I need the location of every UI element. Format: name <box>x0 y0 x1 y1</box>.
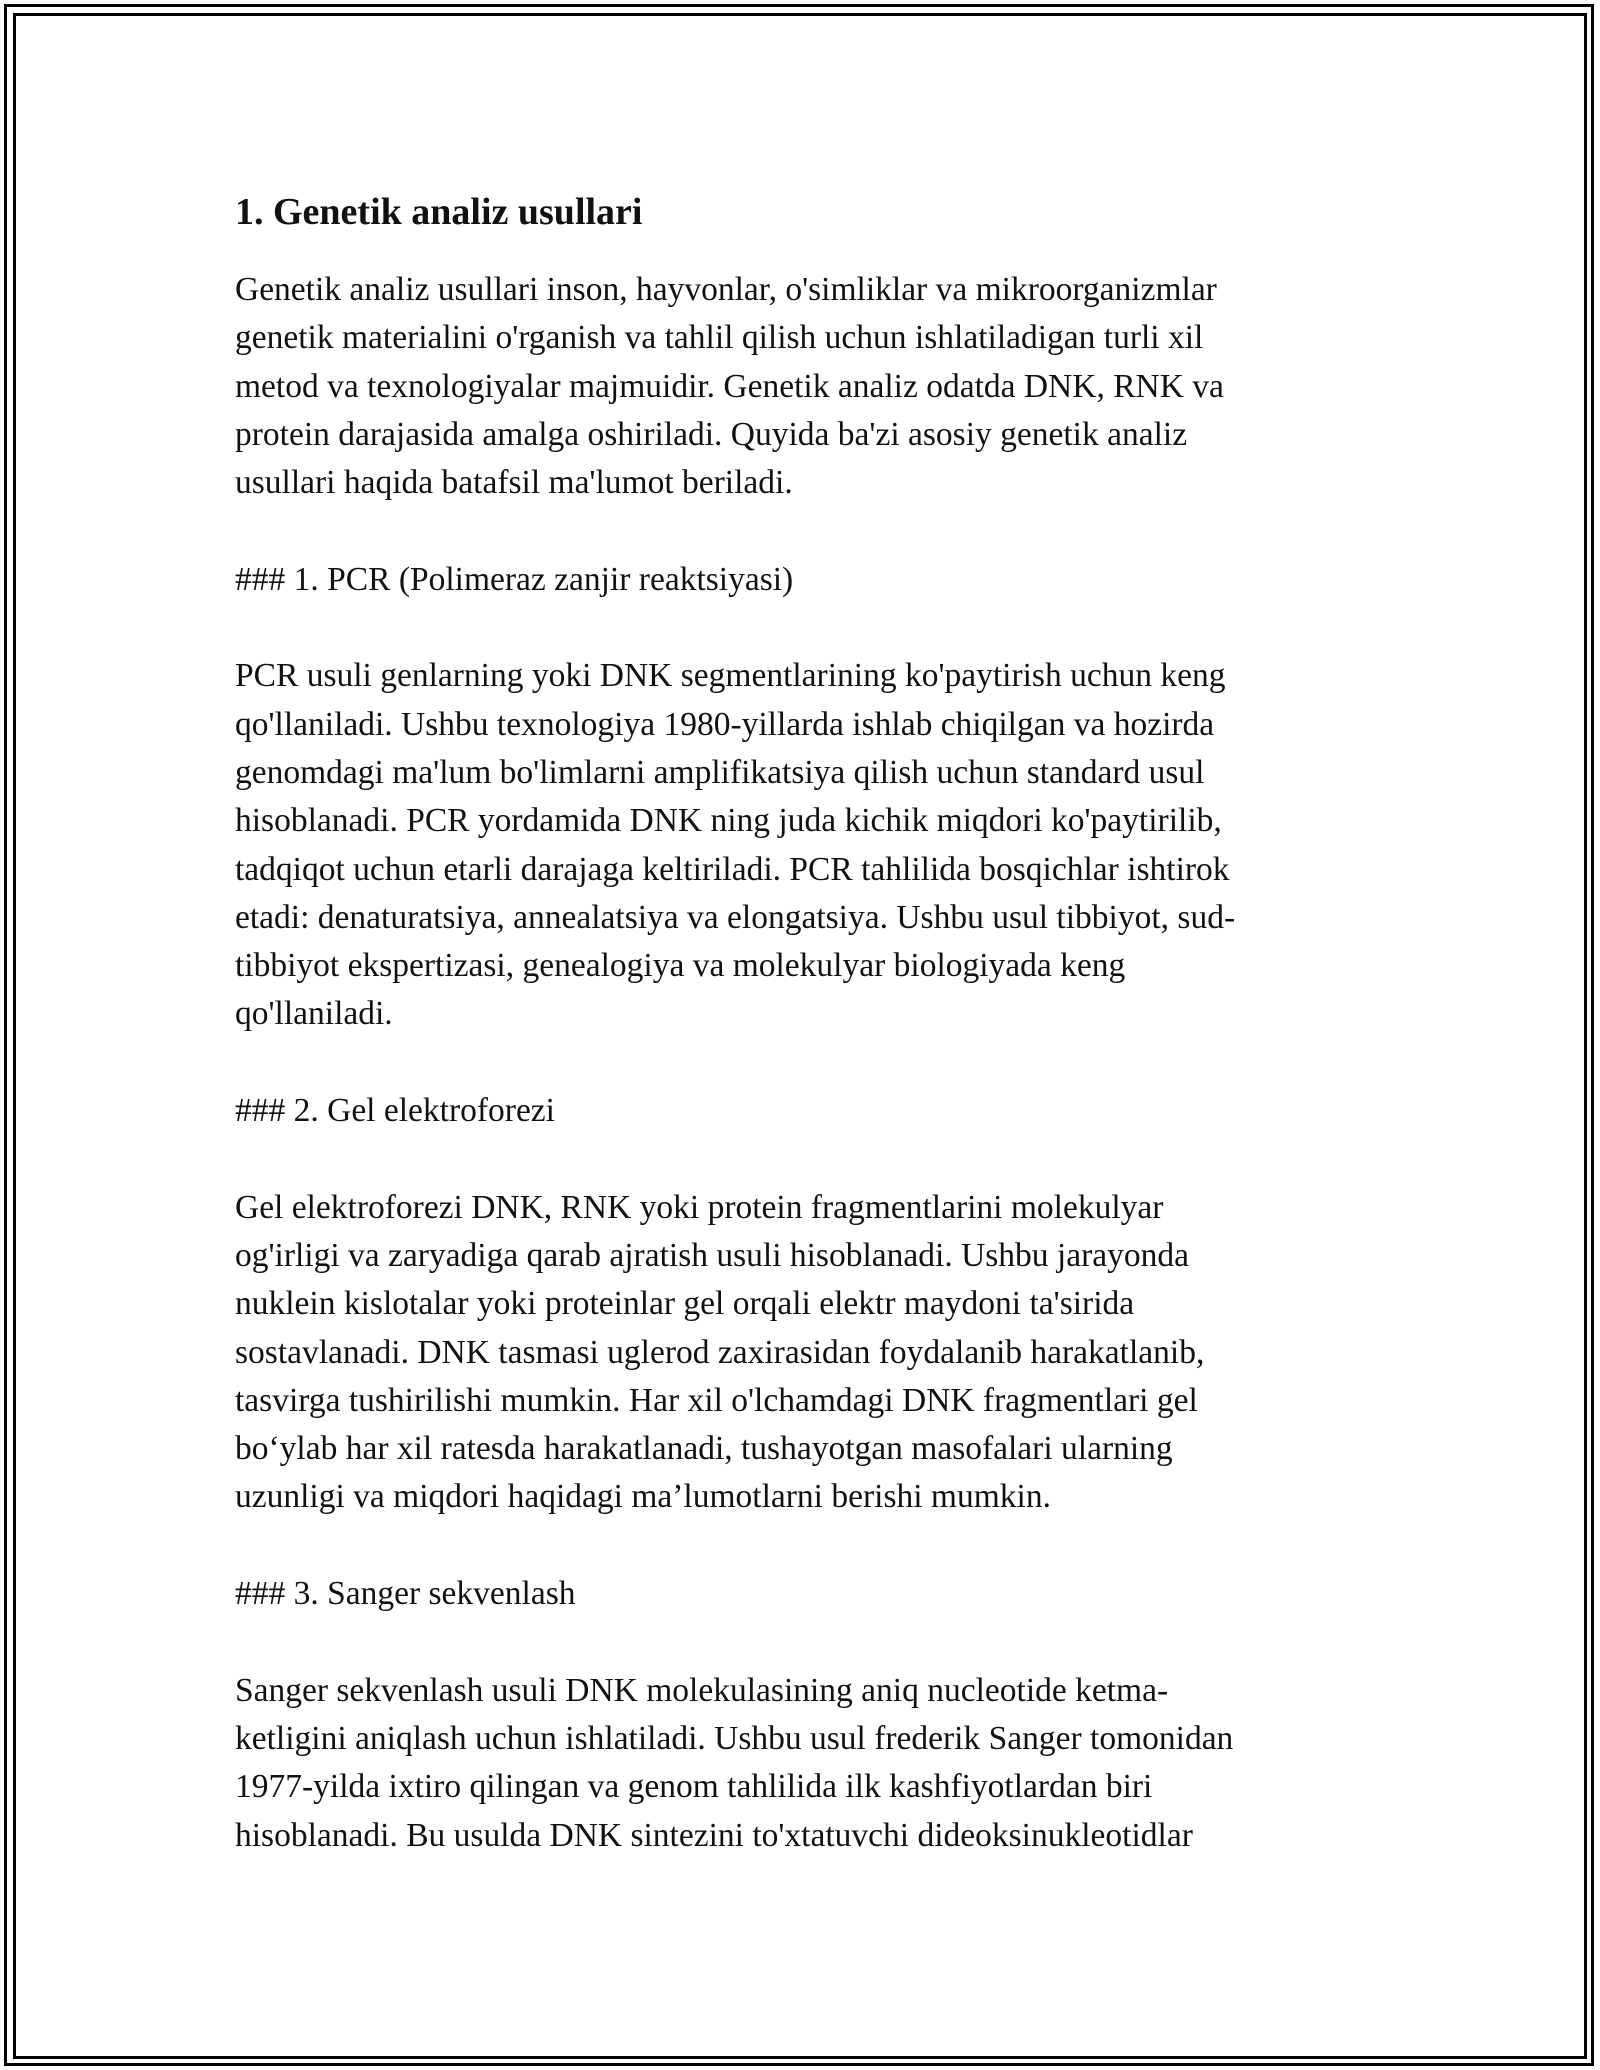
text-line: og'irligi va zaryadiga qarab ajratish usuli hisoblanadi. Ushbu jarayonda <box>235 1236 1189 1274</box>
text-line: ketligini aniqlash uchun ishlatiladi. Ushbu usul frederik Sanger tomonidan <box>235 1719 1234 1757</box>
section-heading-sanger: ### 3. Sanger sekvenlash <box>235 1575 576 1613</box>
section-paragraph-sanger <box>235 1667 1345 1860</box>
section-paragraph-gel <box>235 1184 1345 1522</box>
text-line: uzunligi va miqdori haqidagi ma’lumotlarni berishi mumkin. <box>235 1478 1051 1516</box>
text-line: sostavlanadi. DNK tasmasi uglerod zaxirasidan foydalanib harakatlanib, <box>235 1333 1205 1371</box>
text-line: bo‘ylab har xil ratesda harakatlanadi, tushayotgan masofalari ularning <box>235 1430 1173 1468</box>
text-line: PCR usuli genlarning yoki DNK segmentlarining ko'paytirish uchun keng <box>235 657 1226 695</box>
section-paragraph-pcr <box>235 652 1345 1038</box>
section-heading-pcr: ### 1. PCR (Polimeraz zanjir reaktsiyasi) <box>235 560 794 598</box>
document-body <box>235 186 1345 1908</box>
intro-paragraph <box>235 266 1345 507</box>
text-line: hisoblanadi. PCR yordamida DNK ning juda kichik miqdori ko'paytirilib, <box>235 802 1222 840</box>
text-line: metod va texnologiyalar majmuidir. Genetik analiz odatda DNK, RNK va <box>235 367 1224 405</box>
text-line: tasvirga tushirilishi mumkin. Har xil o'lchamdagi DNK fragmentlari gel <box>235 1381 1198 1419</box>
text-line: tadqiqot uchun etarli darajaga keltiriladi. PCR tahlilida bosqichlar ishtirok <box>235 850 1230 888</box>
text-line: qo'llaniladi. Ushbu texnologiya 1980-yillarda ishlab chiqilgan va hozirda <box>235 705 1215 743</box>
text-line: Gel elektroforezi DNK, RNK yoki protein fragmentlarini molekulyar <box>235 1188 1164 1226</box>
section-heading-gel: ### 2. Gel elektroforezi <box>235 1092 555 1130</box>
text-line: genomdagi ma'lum bo'limlarni amplifikatsiya qilish uchun standard usul <box>235 753 1205 791</box>
text-line: protein darajasida amalga oshiriladi. Quyida ba'zi asosiy genetik analiz <box>235 415 1188 453</box>
text-line: hisoblanadi. Bu usulda DNK sintezini to'xtatuvchi dideoksinukleotidlar <box>235 1816 1193 1854</box>
text-line: usullari haqida batafsil ma'lumot beriladi. <box>235 464 793 502</box>
text-line: Sanger sekvenlash usuli DNK molekulasining aniq nucleotide ketma- <box>235 1671 1169 1709</box>
text-line: genetik materialini o'rganish va tahlil qilish uchun ishlatiladigan turli xil <box>235 319 1204 357</box>
page-title: 1. Genetik analiz usullari <box>235 191 643 233</box>
text-line: Genetik analiz usullari inson, hayvonlar, o'simliklar va mikroorganizmlar <box>235 271 1217 308</box>
text-line: etadi: denaturatsiya, annealatsiya va elongatsiya. Ushbu usul tibbiyot, sud- <box>235 898 1236 936</box>
text-line: qo'llaniladi. <box>235 995 393 1033</box>
text-line: tibbiyot ekspertizasi, genealogiya va molekulyar biologiyada keng <box>235 947 1126 985</box>
text-line: 1977-yilda ixtiro qilingan va genom tahlilida ilk kashfiyotlardan biri <box>235 1768 1153 1806</box>
text-line: nuklein kislotalar yoki proteinlar gel orqali elektr maydoni ta'sirida <box>235 1285 1135 1323</box>
